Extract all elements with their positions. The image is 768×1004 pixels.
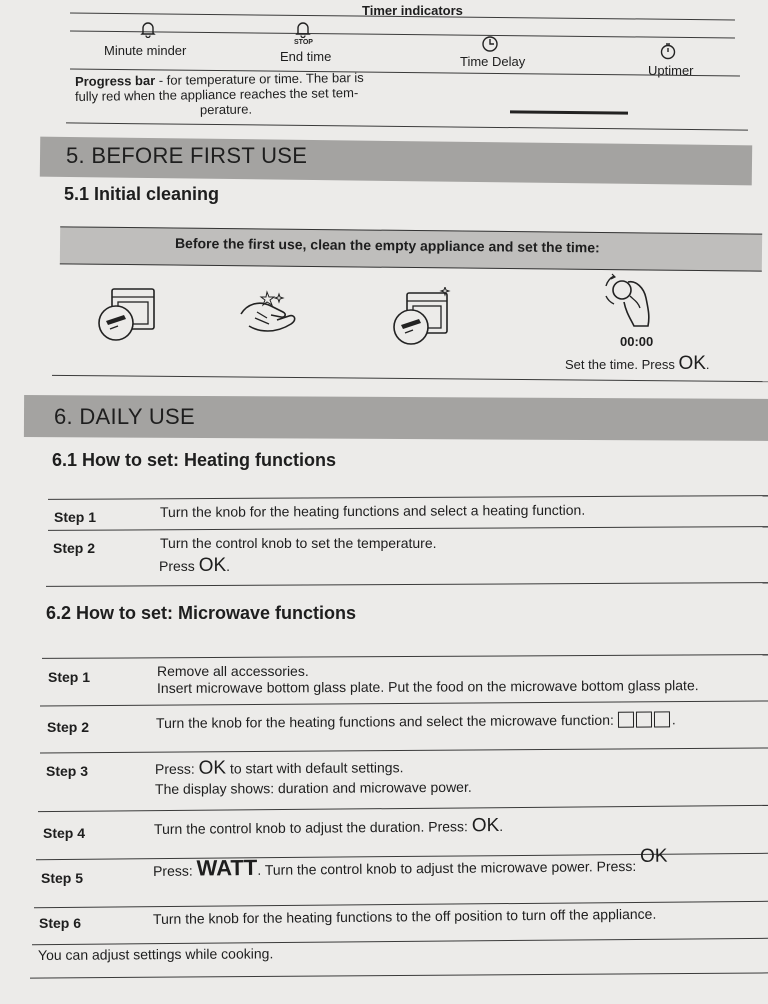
progress-bar-term: Progress bar [74, 72, 156, 89]
mw-step-5-text [152, 845, 668, 882]
first-use-banner-text: Before the first use, clean the empty appliance and set the time: [174, 235, 600, 256]
heating-step-2-text: Turn the control knob to set the temperature. [160, 535, 437, 551]
initial-cleaning-heading: 5.1 Initial cleaning [64, 184, 220, 204]
divider [48, 495, 768, 500]
mw-step-2-text [156, 711, 676, 731]
time-delay-label: Time Delay [460, 54, 526, 69]
divider [30, 972, 768, 978]
set-time-text: Set the time. Press [565, 357, 679, 372]
press-text: Press [159, 558, 199, 574]
press-text: Press: [154, 760, 199, 777]
heating-step-2-press [159, 555, 230, 577]
bell-icon [140, 20, 156, 38]
progress-bar-description [74, 69, 495, 119]
mw-step-3-label: Step 3 [46, 763, 89, 779]
divider [40, 700, 768, 706]
time-display: 00:00 [620, 334, 654, 349]
hand-washing-icon [237, 288, 303, 338]
ok-button-symbol: OK [639, 845, 668, 867]
microwave-waves-icon [654, 711, 670, 727]
ok-button-symbol: OK [678, 353, 706, 374]
heating-step-2-label: Step 2 [53, 540, 96, 556]
mw-step-2-instruction: Turn the knob for the heating functions and select the microwave function: [155, 711, 614, 731]
mw-step-5-label: Step 5 [41, 870, 84, 886]
adjust-settings-note: You can adjust settings while cooking. [37, 945, 274, 963]
ok-button-symbol: OK [471, 814, 500, 837]
divider [40, 747, 768, 753]
mw-step-3-line-2: The display shows: duration and microwave power. [154, 778, 472, 797]
period: . [226, 558, 231, 574]
divider [42, 654, 768, 659]
set-time-instruction [565, 353, 710, 375]
heating-step-1-label: Step 1 [54, 509, 97, 525]
progress-line-1: - for temperature or time. The bar is [155, 69, 364, 88]
divider [66, 122, 748, 130]
timer-indicators-heading: Timer indicators [362, 3, 463, 18]
divider [52, 375, 768, 382]
stopwatch-icon [659, 42, 677, 60]
mw-step-3-line-1 [155, 756, 404, 780]
mw-step-6-label: Step 6 [39, 915, 82, 931]
mw-step-1-label: Step 1 [48, 669, 91, 685]
mw-step-1-line-2: Insert microwave bottom glass plate. Put the food on the microwave bottom glass plate. [156, 677, 699, 696]
divider [48, 526, 768, 531]
period: . [671, 711, 676, 728]
press-text: Press: [152, 862, 197, 879]
uptimer-label: Uptimer [648, 63, 694, 78]
mw-step-3-suffix: to start with default settings. [225, 759, 404, 777]
end-time-label: End time [280, 49, 332, 64]
mw-step-4-label: Step 4 [43, 825, 86, 841]
mw-step-4-text [154, 815, 503, 840]
mw-step-6-text: Turn the knob for the heating functions to the off position to turn off the appliance. [152, 905, 657, 927]
divider [32, 938, 768, 945]
oven-cleaning-icon [98, 287, 156, 343]
progress-line-3: perature. [199, 101, 253, 118]
divider [34, 901, 768, 908]
heating-functions-heading: 6.1 How to set: Heating functions [52, 450, 337, 470]
section-6-title: 6. DAILY USE [54, 404, 195, 429]
period: . [499, 817, 504, 834]
set-time-period: . [705, 357, 710, 372]
ok-button-symbol: OK [198, 555, 227, 576]
divider [46, 582, 768, 587]
mw-step-2-label: Step 2 [47, 719, 90, 735]
divider [38, 805, 768, 812]
microwave-grill-icon [618, 712, 634, 728]
section-5-title: 5. BEFORE FIRST USE [66, 143, 308, 168]
mw-step-5-instruction: . Turn the control knob to adjust the microwave power. Press: [257, 857, 641, 878]
mw-step-4-instruction: Turn the control knob to adjust the duration. Press: [153, 818, 472, 837]
watt-button-symbol: WATT [196, 854, 258, 881]
microwave-functions-heading: 6.2 How to set: Microwave functions [46, 603, 357, 623]
progress-bar-indicator [510, 110, 628, 114]
minute-minder-label: Minute minder [104, 43, 187, 58]
heating-step-1-text: Turn the knob for the heating functions and select a heating function. [159, 501, 586, 520]
divider [70, 31, 735, 39]
bell-stop-icon [295, 20, 311, 38]
ok-button-symbol: OK [198, 757, 227, 779]
stop-label: STOP [294, 39, 313, 46]
clean-oven-icon [393, 287, 453, 345]
mw-step-1-line-1: Remove all accessories. [157, 663, 309, 679]
knob-turn-icon [600, 272, 656, 330]
clock-icon [481, 35, 499, 53]
microwave-fan-icon [636, 712, 652, 728]
progress-line-2: fully red when the appliance reaches the set tem- [74, 85, 359, 104]
